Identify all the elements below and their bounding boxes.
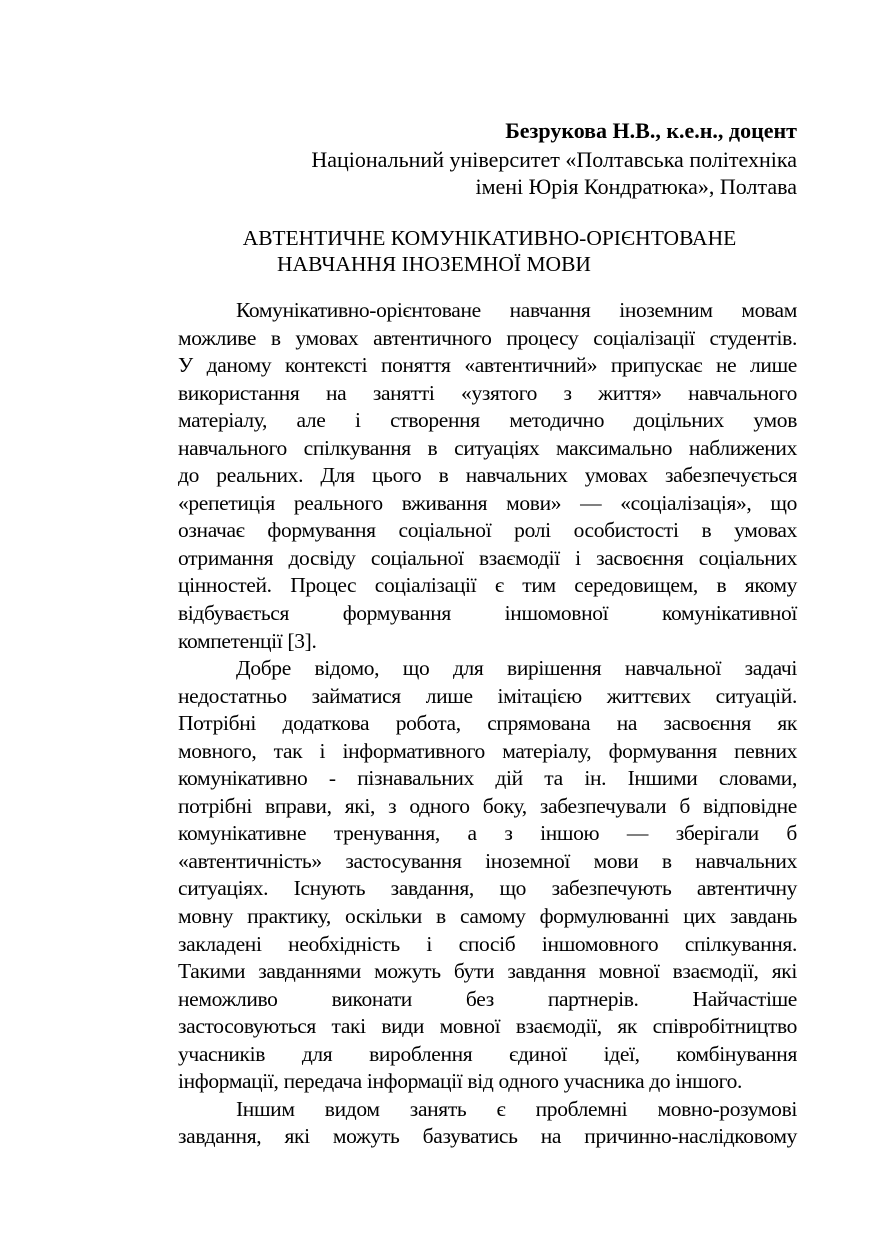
text-line: комунікативне тренування, а з іншою — зберігали б: [178, 821, 797, 846]
text-line: мовного, так і інформативного матеріалу, формування певних: [178, 738, 797, 763]
text-line: «автентичність» застосування іноземної мови в навчальних: [178, 848, 797, 873]
text-line: Комунікативно-орієнтоване навчання іноземним мовам: [236, 298, 797, 322]
text-line: завдання, які можуть базуватись на причинно-наслідковому: [178, 1124, 797, 1149]
text-line: «репетиція реального вживання мови» — «соціалізація», що: [178, 490, 797, 515]
paragraph: [178, 655, 797, 1096]
text-line: використання на занятті «узятого з життя» навчального: [178, 380, 797, 405]
text-line: до реальних. Для цього в навчальних умовах забезпечується: [178, 463, 797, 488]
affiliation-line-1: Національний університет «Полтавська політехніка: [311, 147, 797, 172]
text-line: цінностей. Процес соціалізації є тим середовищем, в якому: [178, 573, 797, 598]
text-line: отримання досвіду соціальної взаємодії і засвоєння соціальних: [178, 545, 797, 570]
text-line: Добре відомо, що для вирішення навчальної задачі: [236, 656, 797, 681]
text-line: застосовуються такі види мовної взаємодії, як співробітництво: [178, 1014, 797, 1039]
text-line: інформації, передача інформації від одного учасника до іншого.: [178, 1069, 743, 1094]
text-line: матеріалу, але і створення методично доцільних умов: [178, 408, 797, 433]
text-line: Потрібні додаткова робота, спрямована на засвоєння як: [178, 711, 797, 736]
text-line: неможливо виконати без партнерів. Найчастіше: [178, 986, 797, 1011]
text-line: ситуаціях. Існують завдання, що забезпечують автентичну: [178, 876, 797, 901]
text-line: означає формування соціальної ролі особистості в умовах: [178, 518, 797, 543]
text-line: Іншим видом занять є проблемні мовно-розумові: [236, 1096, 797, 1121]
text-line: комунікативно - пізнавальних дій та ін. Іншими словами,: [178, 766, 797, 791]
text-line: недостатньо займатися лише імітацією життєвих ситуацій.: [178, 683, 797, 708]
article-body: [178, 297, 797, 1151]
author-line: Безрукова Н.В., к.е.н., доцент: [505, 118, 797, 143]
text-line: закладені необхідність і спосіб іншомовного спілкування.: [178, 931, 797, 956]
paragraph: [178, 297, 797, 655]
article-title-line-1: АВТЕНТИЧНЕ КОМУНІКАТИВНО-ОРІЄНТОВАНЕ: [242, 226, 737, 250]
text-line: можливе в умовах автентичного процесу соціалізації студентів.: [178, 325, 797, 350]
text-line: потрібні вправи, які, з одного боку, забезпечували б відповідне: [178, 793, 797, 818]
text-line: компетенції [3].: [178, 628, 317, 653]
article-title-line-2: НАВЧАННЯ ІНОЗЕМНОЇ МОВИ: [277, 252, 591, 276]
text-line: учасників для вироблення єдиної ідеї, комбінування: [178, 1041, 797, 1066]
text-line: навчального спілкування в ситуаціях максимально наближених: [178, 435, 797, 460]
text-line: Такими завданнями можуть бути завдання мовної взаємодії, які: [178, 959, 797, 984]
text-line: У даному контексті поняття «автентичний» припускає не лише: [178, 353, 797, 378]
text-line: мовну практику, оскільки в самому формулюванні цих завдань: [178, 904, 797, 929]
text-line: відбувається формування іншомовної комунікативної: [178, 601, 797, 626]
affiliation-line-2: імені Юрія Кондратюка», Полтава: [475, 174, 797, 199]
paragraph: [178, 1096, 797, 1151]
